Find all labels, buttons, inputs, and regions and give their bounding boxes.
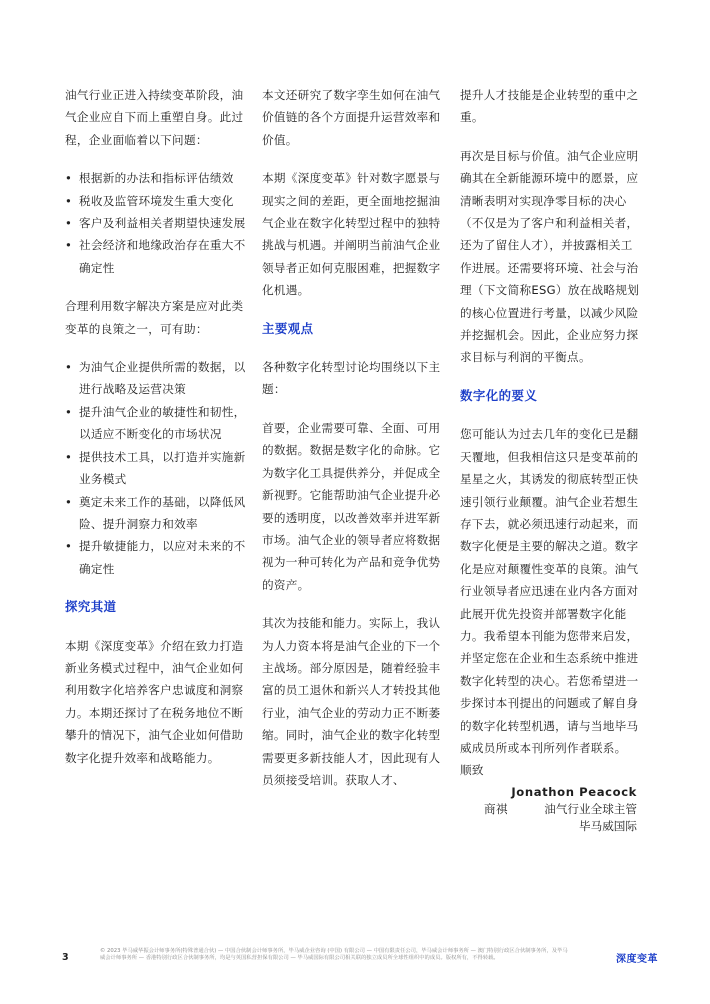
paragraph: 提升人才技能是企业转型的重中之重。 — [460, 88, 639, 125]
list-item: • 社会经济和地缘政治存在重大不确定性 — [65, 234, 247, 279]
section-heading-key-points: 主要观点 — [262, 320, 314, 336]
column-3 — [460, 84, 642, 836]
signature-block — [511, 784, 637, 835]
list-item: • 根据新的办法和指标评估绩效 — [65, 167, 247, 189]
paragraph: 各种数字化转型讨论均围绕以下主题： — [262, 360, 441, 397]
list-item: • 奠定未来工作的基础，以降低风险、提升洞察力和效率 — [65, 491, 247, 536]
page-number: 3 — [62, 952, 69, 963]
section-heading-digital-essence: 数字化的要义 — [460, 387, 538, 403]
author-name: Jonathon Peacock — [511, 785, 637, 799]
copyright-notice: © 2023 毕马威华振会计师事务所(特殊普通合伙) — 中国合伙制会计师事务所，毕马威企业咨询 (中国) 有限公司 — 中国有限责任公司，毕马威会计师事务所 — 澳门特别行政区合伙制事务所，及毕马威会计师事务所 — 香港特别行政区合伙制事务所，均是与英国私营担保有限公司 — 毕马威国际有限公司相关联的独立成员所全球性组织中的成员。版权所有，不得转载。 — [100, 948, 568, 962]
list-item: • 提供技术工具，以打造并实施新业务模式 — [65, 446, 247, 491]
list-item: • 税收及监管环境发生重大变化 — [65, 190, 247, 212]
paragraph: 再次是目标与价值。油气企业应明确其在全新能源环境中的愿景，应清晰表明对实现净零目标的决心（不仅是为了客户和利益相关者，还为了留住人才），并披露相关工作进展。还需要将环境、社会与治理（下文简称ESG）放在战略规划的核心位置进行考量，以减少风险并挖掘机会。因此，企业应努力探求目标与利润的平衡点。 — [460, 148, 640, 365]
closing-salutation: 顺致 — [460, 763, 484, 778]
list-item: • 提升敏捷能力，以应对未来的不确定性 — [65, 535, 247, 580]
list-item: • 客户及利益相关者期望快速发展 — [65, 212, 247, 234]
author-organization: 毕马威国际 — [579, 819, 637, 833]
list-item: • 提升油气企业的敏捷性和韧性，以适应不断变化的市场状况 — [65, 401, 247, 446]
list-item: • 为油气企业提供所需的数据，以进行战略及运营决策 — [65, 356, 247, 401]
intro-paragraph: 油气行业正进入持续变革阶段，油气企业应自下而上重塑自身。此过程，企业面临着以下问题： — [65, 88, 244, 147]
section-heading-explore: 探究其道 — [65, 599, 117, 615]
column-2 — [262, 84, 444, 807]
closing-regards: 商祺 — [484, 801, 508, 816]
paragraph: 本期《深度变革》针对数字愿景与现实之间的差距，更全面地挖掘油气企业在数字化转型过程中的独特挑战与机遇。并阐明当前油气企业领导者正如何克服困难，把握数字化机遇。 — [262, 171, 441, 298]
paragraph: 您可能认为过去几年的变化已是翻天覆地，但我相信这只是变革前的星星之火，其诱发的彻底转型正快速引领行业颠覆。油气企业若想生存下去，就必须迅速行动起来，而数字化便是主要的解决之道。数字化是应对颠覆性变革的良策。油气行业领导者应迅速在业内各方面对此展开优先投资并部署数字化能力。我希望本刊能为您带来启发，并坚定您在企业和生态系统中推进数字化转型的决心。若您希望进一步探讨本刊提出的问题或了解自身的数字化转型机遇，请与当地毕马威成员所或本刊所列作者联系。 — [460, 427, 639, 755]
section-body-paragraph: 本期《深度变革》介绍在致力打造新业务模式过程中，油气企业如何利用数字化培养客户忠诚度和洞察力。本期还探讨了在税务地位不断攀升的情况下，油气企业如何借助数字化提升效率和战略能力。 — [65, 638, 244, 765]
paragraph: 首要，企业需要可靠、全面、可用的数据。数据是数字化的命脉。它为数字化工具提供养分，并促成全新视野。它能帮助油气企业提升必要的透明度，以改善效率并进军新市场。油气企业的领导者应将数据视为一种可转化为产品和竞争优势的资产。 — [262, 420, 441, 592]
solution-intro-paragraph: 合理利用数字解决方案是应对此类变革的良策之一，可有助： — [65, 299, 244, 336]
paragraph: 本文还研究了数字孪生如何在油气价值链的各个方面提升运营效率和价值。 — [262, 88, 441, 147]
author-title: 油气行业全球主管 — [544, 802, 637, 816]
publication-title: 深度变革 — [616, 954, 658, 965]
issues-list — [65, 167, 247, 279]
paragraph: 其次为技能和能力。实际上，我认为人力资本将是油气企业的下一个主战场。部分原因是，随着经验丰富的员工退休和新兴人才转投其他行业，油气企业的劳动力正不断萎缩。同时，油气企业的数字化转型需要更多新技能人才，因此现有人员须接受培训。获取人才、 — [262, 616, 441, 787]
page-footer — [0, 946, 710, 986]
benefits-list — [65, 356, 247, 580]
column-1 — [65, 84, 247, 785]
